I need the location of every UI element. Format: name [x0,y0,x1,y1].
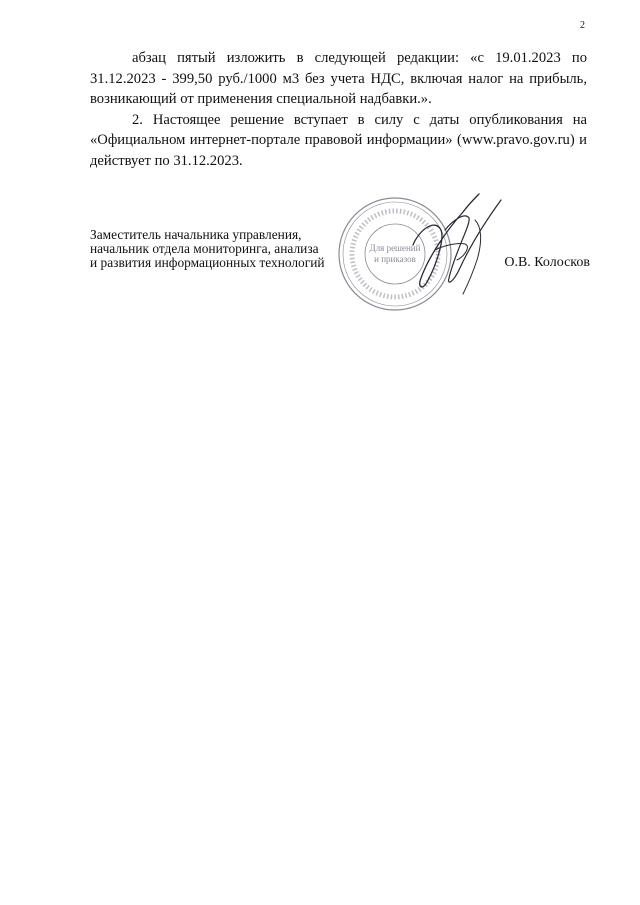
stamp-inner-text-2: и приказов [374,254,416,264]
signatory-position-line-3: и развития информационных технологий [90,255,325,270]
page-number: 2 [580,20,585,31]
signatory-name: О.В. Колосков [504,255,590,270]
signatory-position-line-1: Заместитель начальника управления, [90,227,302,242]
signature-block [90,228,590,308]
handwritten-signature [405,190,505,300]
paragraph-effective-date: 2. Настоящее решение вступает в силу с даты опубликования на «Официальном интернет-портале правовой информации» (www.pravo.gov.ru) и действует по 31.12.2023. [90,111,587,169]
stamp-inner-text-1: Для решений [369,243,421,253]
document-body [90,48,587,171]
signatory-position-line-2: начальник отдела мониторинга, анализа [90,241,319,256]
signatory-position [90,228,325,270]
paragraph-amendment: абзац пятый изложить в следующей редакции: «с 19.01.2023 по 31.12.2023 - 399,50 руб./1000 м3 без учета НДС, включая налог на прибыль, возникающий от применения специальной надбавки.». [90,50,587,107]
